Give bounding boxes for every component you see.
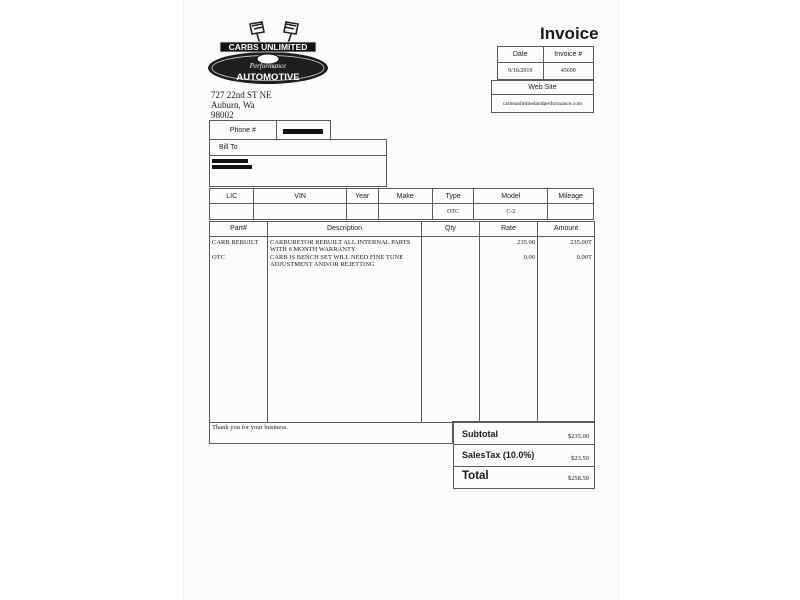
vehicle-header-lic: LIC <box>210 189 254 204</box>
bill-to-box <box>209 139 387 187</box>
total-label: Total <box>462 470 489 482</box>
row1-rate: 235.00 <box>517 239 535 246</box>
carbs-unlimited-logo <box>206 20 330 94</box>
header-part: Part# <box>230 225 247 232</box>
company-address <box>211 90 272 120</box>
logo-line3: AUTOMOTIVE <box>236 72 300 83</box>
vehicle-value-mileage <box>548 204 594 220</box>
website-value: carbsunlimitedandperformance.com <box>492 95 594 113</box>
website-label: Web Site <box>492 81 594 95</box>
vehicle-value-model: C-2 <box>474 204 548 220</box>
vehicle-header-model: Model <box>474 189 548 204</box>
sales-tax-label: SalesTax (10.0%) <box>462 450 535 460</box>
invoice-title: Invoice <box>540 24 599 43</box>
row1-desc-line1: CARBURETOR REBUILT ALL INTERNAL PARTS <box>270 239 411 246</box>
header-qty: Qty <box>445 225 456 232</box>
total-row <box>454 467 594 488</box>
header-rate: Rate <box>501 225 516 232</box>
vehicle-header-year: Year <box>346 189 378 204</box>
sales-tax-value: $23.50 <box>571 455 589 462</box>
address-zip: 98002 <box>211 110 234 120</box>
date-value: 9/16/2019 <box>498 63 544 80</box>
subtotal-row <box>454 422 594 445</box>
invoice-number-label: Invoice # <box>543 47 593 63</box>
row1-amount: 235.00T <box>570 239 592 246</box>
phone-label: Phone # <box>210 121 277 140</box>
logo-line1: CARBS UNLIMITED <box>228 42 308 52</box>
phone-value-redacted <box>276 121 330 140</box>
vehicle-value-make <box>378 204 432 220</box>
vehicle-header-vin: VIN <box>254 189 346 204</box>
row1-part: CARB REBUILT <box>212 239 259 246</box>
vehicle-value-type: OTC <box>432 204 474 220</box>
row1-desc-line2: WITH 6 MONTH WARRANTY <box>270 246 356 253</box>
row1-description <box>270 239 410 253</box>
totals-box <box>453 421 595 489</box>
header-amount: Amount <box>553 225 579 232</box>
logo-line2: Performance <box>249 62 287 70</box>
vehicle-header-mileage: Mileage <box>548 189 594 204</box>
address-city: Auburn, Wa <box>211 100 255 110</box>
row2-amount: 0.00T <box>576 254 592 261</box>
invoice-number-value: 45690 <box>543 63 593 80</box>
total-value: $258.50 <box>567 475 589 482</box>
subtotal-label: Subtotal <box>462 429 498 439</box>
date-label: Date <box>498 47 544 63</box>
line-items-table <box>209 221 595 423</box>
vehicle-value-vin <box>254 204 346 220</box>
bill-to-redacted <box>210 156 386 169</box>
thank-you-note: Thank you for your business. <box>209 421 453 444</box>
row2-description <box>270 254 403 268</box>
bill-to-label: Bill To <box>210 140 386 156</box>
vehicle-header-type: Type <box>432 189 474 204</box>
row2-rate: 0.00 <box>523 254 535 261</box>
sales-tax-row <box>454 445 594 467</box>
vehicle-header-make: Make <box>378 189 432 204</box>
vehicle-value-lic <box>210 204 254 220</box>
address-street: 727 22nd ST NE <box>211 90 272 100</box>
vehicle-value-year <box>346 204 378 220</box>
row2-desc-line1: CARB IS BENCH SET WILL NEED FINE TUNE <box>270 254 404 261</box>
row2-part: OTC <box>212 254 225 261</box>
subtotal-value: $235.00 <box>567 433 589 440</box>
header-description: Description <box>326 225 362 232</box>
row2-desc-line2: ADJUSTMENT AND/OR REJETTING <box>270 261 375 268</box>
